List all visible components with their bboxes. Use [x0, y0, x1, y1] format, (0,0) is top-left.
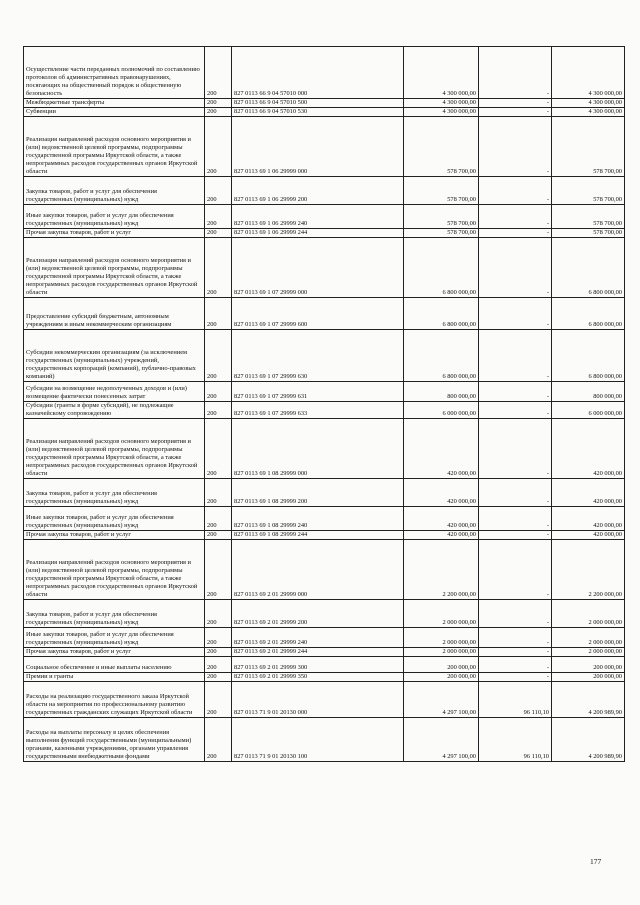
row-executed-amount: 578 700,00 — [552, 229, 625, 238]
row-unexecuted-amount: - — [479, 298, 552, 330]
row-approved-amount: 200 000,00 — [404, 673, 479, 682]
row-classification-code: 827 0113 69 1 07 29999 633 — [232, 402, 404, 419]
row-code: 200 — [205, 531, 232, 540]
row-name: Субсидии (гранты в форме субсидий), не подлежащие казначейскому сопровождению — [24, 402, 205, 419]
table-row — [24, 382, 625, 402]
row-approved-amount: 6 800 000,00 — [404, 238, 479, 298]
row-approved-amount: 6 800 000,00 — [404, 298, 479, 330]
table-row — [24, 682, 625, 718]
row-classification-code: 827 0113 69 1 08 29999 244 — [232, 531, 404, 540]
table-row — [24, 238, 625, 298]
row-unexecuted-amount: - — [479, 238, 552, 298]
row-classification-code: 827 0113 69 1 07 29999 600 — [232, 298, 404, 330]
row-classification-code: 827 0113 69 2 01 29999 240 — [232, 628, 404, 648]
row-executed-amount: 6 800 000,00 — [552, 298, 625, 330]
row-name: Прочая закупка товаров, работ и услуг — [24, 531, 205, 540]
page-number: 177 — [590, 857, 602, 866]
row-code: 200 — [205, 657, 232, 673]
row-approved-amount: 6 800 000,00 — [404, 330, 479, 382]
row-approved-amount: 2 000 000,00 — [404, 648, 479, 657]
row-approved-amount: 200 000,00 — [404, 657, 479, 673]
row-name: Премии и гранты — [24, 673, 205, 682]
row-name: Реализация направлений расходов основного мероприятия и (или) ведомственной целевой программы, подпрограммы государственной программы Иркутской области, а также непрограммных расходов государственных органов Иркутской области — [24, 238, 205, 298]
row-code: 200 — [205, 177, 232, 205]
row-approved-amount: 578 700,00 — [404, 177, 479, 205]
row-executed-amount: 420 000,00 — [552, 507, 625, 531]
table-row — [24, 108, 625, 117]
row-code: 200 — [205, 718, 232, 762]
row-unexecuted-amount: - — [479, 205, 552, 229]
table-row — [24, 648, 625, 657]
row-unexecuted-amount: - — [479, 479, 552, 507]
row-code: 200 — [205, 402, 232, 419]
table-row — [24, 628, 625, 648]
row-classification-code: 827 0113 69 1 07 29999 000 — [232, 238, 404, 298]
table-row — [24, 419, 625, 479]
row-classification-code: 827 0113 69 2 01 29999 200 — [232, 600, 404, 628]
row-executed-amount: 4 300 000,00 — [552, 99, 625, 108]
row-name: Межбюджетные трансферты — [24, 99, 205, 108]
row-executed-amount: 6 000 000,00 — [552, 402, 625, 419]
row-unexecuted-amount: - — [479, 540, 552, 600]
table-row — [24, 229, 625, 238]
table-row — [24, 177, 625, 205]
row-unexecuted-amount: - — [479, 648, 552, 657]
table-row — [24, 298, 625, 330]
row-approved-amount: 578 700,00 — [404, 229, 479, 238]
table-row — [24, 507, 625, 531]
row-code: 200 — [205, 229, 232, 238]
row-classification-code: 827 0113 69 1 06 29999 000 — [232, 117, 404, 177]
row-code: 200 — [205, 47, 232, 99]
row-unexecuted-amount: - — [479, 99, 552, 108]
row-unexecuted-amount: - — [479, 628, 552, 648]
row-unexecuted-amount: - — [479, 507, 552, 531]
row-name: Реализация направлений расходов основного мероприятия и (или) ведомственной целевой программы, подпрограммы государственной программы Иркутской области, а также непрограммных расходов государственных органов Иркутской области — [24, 117, 205, 177]
row-approved-amount: 578 700,00 — [404, 205, 479, 229]
row-name: Социальное обеспечение и иные выплаты населению — [24, 657, 205, 673]
row-approved-amount: 420 000,00 — [404, 419, 479, 479]
row-executed-amount: 200 000,00 — [552, 657, 625, 673]
row-executed-amount: 2 000 000,00 — [552, 648, 625, 657]
row-approved-amount: 4 297 100,00 — [404, 682, 479, 718]
row-executed-amount: 578 700,00 — [552, 205, 625, 229]
row-executed-amount: 6 800 000,00 — [552, 238, 625, 298]
table-row — [24, 531, 625, 540]
table-row — [24, 205, 625, 229]
row-unexecuted-amount: - — [479, 108, 552, 117]
row-classification-code: 827 0113 69 1 06 29999 244 — [232, 229, 404, 238]
row-unexecuted-amount: - — [479, 673, 552, 682]
table-row — [24, 673, 625, 682]
row-unexecuted-amount: - — [479, 382, 552, 402]
row-approved-amount: 6 000 000,00 — [404, 402, 479, 419]
table-row — [24, 47, 625, 99]
row-unexecuted-amount: - — [479, 47, 552, 99]
row-approved-amount: 800 000,00 — [404, 382, 479, 402]
row-classification-code: 827 0113 71 9 01 20130 000 — [232, 682, 404, 718]
row-name: Предоставление субсидий бюджетным, автономным учреждениям и иным некоммерческим организациям — [24, 298, 205, 330]
row-executed-amount: 6 800 000,00 — [552, 330, 625, 382]
row-approved-amount: 4 300 000,00 — [404, 99, 479, 108]
row-code: 200 — [205, 298, 232, 330]
row-code: 200 — [205, 117, 232, 177]
row-code: 200 — [205, 205, 232, 229]
table-row — [24, 99, 625, 108]
row-executed-amount: 420 000,00 — [552, 531, 625, 540]
row-code: 200 — [205, 238, 232, 298]
row-unexecuted-amount: - — [479, 402, 552, 419]
row-executed-amount: 4 200 989,90 — [552, 718, 625, 762]
row-approved-amount: 578 700,00 — [404, 117, 479, 177]
row-name: Иные закупки товаров, работ и услуг для обеспечения государственных (муниципальных) нужд — [24, 628, 205, 648]
row-code: 200 — [205, 540, 232, 600]
row-code: 200 — [205, 330, 232, 382]
row-executed-amount: 200 000,00 — [552, 673, 625, 682]
row-approved-amount: 420 000,00 — [404, 479, 479, 507]
row-code: 200 — [205, 419, 232, 479]
row-approved-amount: 4 300 000,00 — [404, 47, 479, 99]
row-approved-amount: 4 300 000,00 — [404, 108, 479, 117]
row-classification-code: 827 0113 69 1 07 29999 630 — [232, 330, 404, 382]
row-executed-amount: 578 700,00 — [552, 177, 625, 205]
row-approved-amount: 2 200 000,00 — [404, 540, 479, 600]
row-name: Закупка товаров, работ и услуг для обеспечения государственных (муниципальных) нужд — [24, 177, 205, 205]
row-approved-amount: 420 000,00 — [404, 507, 479, 531]
row-unexecuted-amount: - — [479, 229, 552, 238]
row-code: 200 — [205, 673, 232, 682]
row-unexecuted-amount: - — [479, 117, 552, 177]
row-approved-amount: 420 000,00 — [404, 531, 479, 540]
row-approved-amount: 2 000 000,00 — [404, 600, 479, 628]
row-code: 200 — [205, 99, 232, 108]
row-classification-code: 827 0113 69 1 07 29999 631 — [232, 382, 404, 402]
row-classification-code: 827 0113 69 1 08 29999 200 — [232, 479, 404, 507]
row-executed-amount: 420 000,00 — [552, 419, 625, 479]
row-approved-amount: 4 297 100,00 — [404, 718, 479, 762]
row-classification-code: 827 0113 66 9 04 57010 000 — [232, 47, 404, 99]
row-executed-amount: 2 200 000,00 — [552, 540, 625, 600]
row-name: Закупка товаров, работ и услуг для обеспечения государственных (муниципальных) нужд — [24, 600, 205, 628]
row-classification-code: 827 0113 69 2 01 29999 300 — [232, 657, 404, 673]
table-row — [24, 330, 625, 382]
row-code: 200 — [205, 507, 232, 531]
row-name: Закупка товаров, работ и услуг для обеспечения государственных (муниципальных) нужд — [24, 479, 205, 507]
row-code: 200 — [205, 108, 232, 117]
row-classification-code: 827 0113 66 9 04 57010 530 — [232, 108, 404, 117]
row-code: 200 — [205, 600, 232, 628]
table-row — [24, 479, 625, 507]
row-executed-amount: 4 200 989,90 — [552, 682, 625, 718]
row-classification-code: 827 0113 69 2 01 29999 000 — [232, 540, 404, 600]
row-unexecuted-amount: 96 110,10 — [479, 718, 552, 762]
row-name: Прочая закупка товаров, работ и услуг — [24, 229, 205, 238]
row-classification-code: 827 0113 69 1 08 29999 000 — [232, 419, 404, 479]
table-row — [24, 540, 625, 600]
row-classification-code: 827 0113 71 9 01 20130 100 — [232, 718, 404, 762]
table-row — [24, 657, 625, 673]
row-code: 200 — [205, 628, 232, 648]
row-code: 200 — [205, 682, 232, 718]
row-unexecuted-amount: - — [479, 330, 552, 382]
row-executed-amount: 2 000 000,00 — [552, 600, 625, 628]
row-unexecuted-amount: 96 110,10 — [479, 682, 552, 718]
row-classification-code: 827 0113 66 9 04 57010 500 — [232, 99, 404, 108]
row-name: Прочая закупка товаров, работ и услуг — [24, 648, 205, 657]
budget-execution-table — [23, 46, 625, 762]
row-name: Субсидии на возмещение недополученных доходов и (или) возмещение фактически понесенных затрат — [24, 382, 205, 402]
row-executed-amount: 420 000,00 — [552, 479, 625, 507]
table-body — [24, 47, 625, 762]
row-classification-code: 827 0113 69 2 01 29999 244 — [232, 648, 404, 657]
row-name: Осуществление части переданных полномочий по составлению протоколов об административных правонарушениях, посягающих на общественный порядок и общественную безопасность — [24, 47, 205, 99]
row-classification-code: 827 0113 69 2 01 29999 350 — [232, 673, 404, 682]
row-unexecuted-amount: - — [479, 657, 552, 673]
row-approved-amount: 2 000 000,00 — [404, 628, 479, 648]
row-classification-code: 827 0113 69 1 06 29999 240 — [232, 205, 404, 229]
row-name: Субсидии некоммерческим организациям (за исключением государственных (муниципальных) учреждений, государственных корпораций (компаний), публично-правовых компаний) — [24, 330, 205, 382]
row-executed-amount: 578 700,00 — [552, 117, 625, 177]
row-executed-amount: 800 000,00 — [552, 382, 625, 402]
table-row — [24, 718, 625, 762]
row-unexecuted-amount: - — [479, 600, 552, 628]
row-executed-amount: 4 300 000,00 — [552, 108, 625, 117]
row-name: Расходы на выплаты персоналу в целях обеспечения выполнения функций государственными (муниципальными) органами, казенными учреждениями, органами управления государственными внебюджетными фондами — [24, 718, 205, 762]
row-name: Иные закупки товаров, работ и услуг для обеспечения государственных (муниципальных) нужд — [24, 507, 205, 531]
row-unexecuted-amount: - — [479, 531, 552, 540]
row-unexecuted-amount: - — [479, 177, 552, 205]
row-executed-amount: 2 000 000,00 — [552, 628, 625, 648]
row-name: Расходы на реализацию государственного заказа Иркутской области на мероприятия по профессиональному развитию государственных гражданских служащих Иркутской области — [24, 682, 205, 718]
row-name: Реализация направлений расходов основного мероприятия и (или) ведомственной целевой программы, подпрограммы государственной программы Иркутской области, а также непрограммных расходов государственных органов Иркутской области — [24, 419, 205, 479]
row-name: Субвенции — [24, 108, 205, 117]
table-row — [24, 117, 625, 177]
row-classification-code: 827 0113 69 1 08 29999 240 — [232, 507, 404, 531]
row-classification-code: 827 0113 69 1 06 29999 200 — [232, 177, 404, 205]
row-code: 200 — [205, 479, 232, 507]
row-code: 200 — [205, 648, 232, 657]
row-executed-amount: 4 300 000,00 — [552, 47, 625, 99]
table-row — [24, 600, 625, 628]
row-name: Реализация направлений расходов основного мероприятия и (или) ведомственной целевой программы, подпрограммы государственной программы Иркутской области, а также непрограммных расходов государственных органов Иркутской области — [24, 540, 205, 600]
table-row — [24, 402, 625, 419]
row-name: Иные закупки товаров, работ и услуг для обеспечения государственных (муниципальных) нужд — [24, 205, 205, 229]
row-unexecuted-amount: - — [479, 419, 552, 479]
row-code: 200 — [205, 382, 232, 402]
